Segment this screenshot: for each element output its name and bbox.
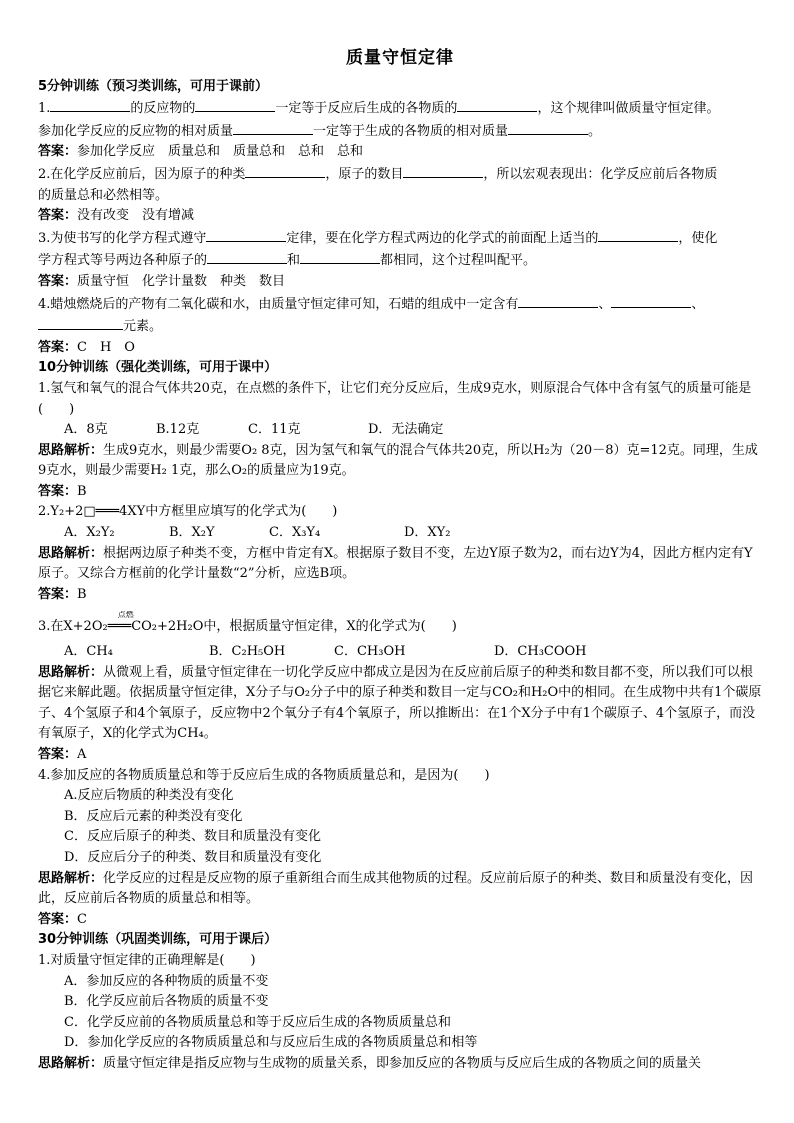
section-heading-5min: 5分钟训练（预习类训练，可用于课前） <box>38 78 269 94</box>
answer-blank <box>206 227 286 242</box>
question-4-line-2: 元素。 <box>38 315 762 338</box>
question-2: 2.Y₂+2□═══4XY中方框里应填写的化学式为( ) <box>38 504 338 520</box>
question-3-line-1: 3.为使书写的化学方程式遵守 定律，要在化学方程式两边的化学式的前面配上适当的 ，使化 <box>38 227 762 250</box>
answer-1: 答案：B <box>38 483 87 499</box>
explanation-1: 思路解析：生成9克水，则最少需要O₂ 8克，因为氢气和氧气的混合气体共20克，所以H₂为（20－8）克=12克。同理，生成9克水，则最少需要H₂ 1克，那么O₂的质量应为19克。 <box>38 442 758 479</box>
answer-4: 答案：C <box>38 911 87 927</box>
answer-1: 答案：参加化学反应 质量总和 质量总和 总和 总和 <box>38 144 364 160</box>
option-a: A．8克 <box>64 422 108 438</box>
answer-2: 答案：B <box>38 586 87 602</box>
question-2-line-2: 的质量总和必然相等。 <box>38 187 169 203</box>
explanation-3: 思路解析：从微观上看，质量守恒定律在一切化学反应中都成立是因为在反应前后原子的种类和数目都不变，所以我们可以根据它来解此题。依据质量守恒定律，X分子与O₂分子中的原子种类和数目一定与CO₂和H₂O中的相同。在生成物中共有1个碳原子、4个氢原子和4个氧原子，反应物中2个氧分子有4个氧原子，所以推断出：在1个X分子中有1个碳原子、4个氢原子，而没有氧原子，X的化学式为CH₄。 <box>38 664 762 742</box>
option-b: B.12克 <box>156 422 200 438</box>
option-d: D．参加化学反应的各物质质量总和与反应后生成的各物质质量总和相等 <box>64 1035 478 1051</box>
option-a: A．X₂Y₂ <box>64 525 115 541</box>
answer-blank <box>38 315 123 330</box>
answer-blank <box>508 120 588 135</box>
option-d: D．CH₃COOH <box>494 644 587 660</box>
option-b: B．反应后元素的种类没有变化 <box>64 808 243 824</box>
option-a: A．参加反应的各种物质的质量不变 <box>64 973 269 989</box>
option-a: A.反应后物质的种类没有变化 <box>64 788 234 804</box>
option-d: D．无法确定 <box>368 422 444 438</box>
question-1: 1.氢气和氧气的混合气体共20克，在点燃的条件下，让它们充分反应后，生成9克水，则原混合气体中含有氢气的质量可能是( ) <box>38 380 752 417</box>
option-d: D．反应后分子的种类、数目和质量没有变化 <box>64 849 322 865</box>
question-2-options <box>38 523 762 544</box>
option-c: C．反应后原子的种类、数目和质量没有变化 <box>64 829 321 845</box>
section-heading-30min: 30分钟训练（巩固类训练，可用于课后） <box>38 932 278 948</box>
question-2-line-1: 2.在化学反应前后，因为原子的种类 ，原子的数目 ，所以宏观表现出：化学反应前后各物质 <box>38 163 762 186</box>
option-b: B．X₂Y <box>169 525 215 541</box>
question-3: 3.在X+2O₂ 点燃 ═══CO₂+2H₂O中，根据质量守恒定律，X的化学式为( ) <box>38 611 762 638</box>
answer-blank <box>195 97 275 112</box>
reaction-condition: 点燃 <box>117 611 134 620</box>
answer-3: 答案：质量守恒 化学计量数 种类 数目 <box>38 273 286 289</box>
answer-blank <box>207 249 287 264</box>
question-4: 4.参加反应的各物质质量总和等于反应后生成的各物质质量总和，是因为( ) <box>38 767 490 783</box>
answer-3: 答案：A <box>38 747 87 762</box>
explanation-1: 思路解析：质量守恒定律是指反应物与生成物的质量关系，即参加反应的各物质与反应后生成的各物质之间的质量关 <box>38 1055 702 1071</box>
section-heading-10min: 10分钟训练（强化类训练，可用于课中） <box>38 360 278 376</box>
answer-blank <box>403 163 483 178</box>
page-title: 质量守恒定律 <box>346 48 454 68</box>
answer-4: 答案：C H O <box>38 339 135 355</box>
reaction-arrow: 点燃 ═══ <box>108 617 131 638</box>
question-3-line-2: 学方程式等号两边各种原子的 和 都相同，这个过程叫配平。 <box>38 249 762 272</box>
explanation-2: 思路解析：根据两边原子种类不变，方框中肯定有X。根据原子数目不变，左边Y原子数为2，而右边Y为4，因此方框内定有Y原子。又综合方框前的化学计量数“2”分析，应选B项。 <box>38 545 753 582</box>
answer-blank <box>245 163 325 178</box>
answer-blank <box>457 97 537 112</box>
option-b: B．化学反应前后各物质的质量不变 <box>64 994 269 1010</box>
option-d: D．XY₂ <box>404 525 451 541</box>
option-c: C．X₃Y₄ <box>269 525 321 541</box>
answer-blank <box>300 249 380 264</box>
document-page <box>38 48 762 1075</box>
answer-blank <box>50 97 130 112</box>
option-c: C．化学反应前的各物质质量总和等于反应后生成的各物质质量总和 <box>64 1014 451 1030</box>
option-c: C．11克 <box>248 422 301 438</box>
answer-blank <box>233 120 313 135</box>
question-1: 1.对质量守恒定律的正确理解是( ) <box>38 952 256 968</box>
answer-blank <box>611 293 691 308</box>
answer-blank <box>598 227 678 242</box>
option-c: C．CH₃OH <box>334 644 406 660</box>
question-1-line-1: 1. 的反应物的 一定等于反应后生成的各物质的 ，这个规律叫做质量守恒定律。 <box>38 97 762 120</box>
answer-blank <box>518 293 598 308</box>
explanation-4: 思路解析：化学反应的过程是反应物的原子重新组合而生成其他物质的过程。反应前后原子的种类、数目和质量没有变化，因此，反应前后各物质的质量总和相等。 <box>38 870 754 907</box>
question-3-options <box>38 642 762 663</box>
question-1-options <box>38 420 762 441</box>
option-b: B．C₂H₅OH <box>209 644 286 660</box>
question-4-line-1: 4.蜡烛燃烧后的产物有二氧化碳和水，由质量守恒定律可知，石蜡的组成中一定含有 、 、 <box>38 293 762 316</box>
question-1-line-2: 参加化学反应的反应物的相对质量 一定等于生成的各物质的相对质量 。 <box>38 120 762 143</box>
option-a: A．CH₄ <box>64 644 113 660</box>
answer-2: 答案：没有改变 没有增减 <box>38 208 195 224</box>
